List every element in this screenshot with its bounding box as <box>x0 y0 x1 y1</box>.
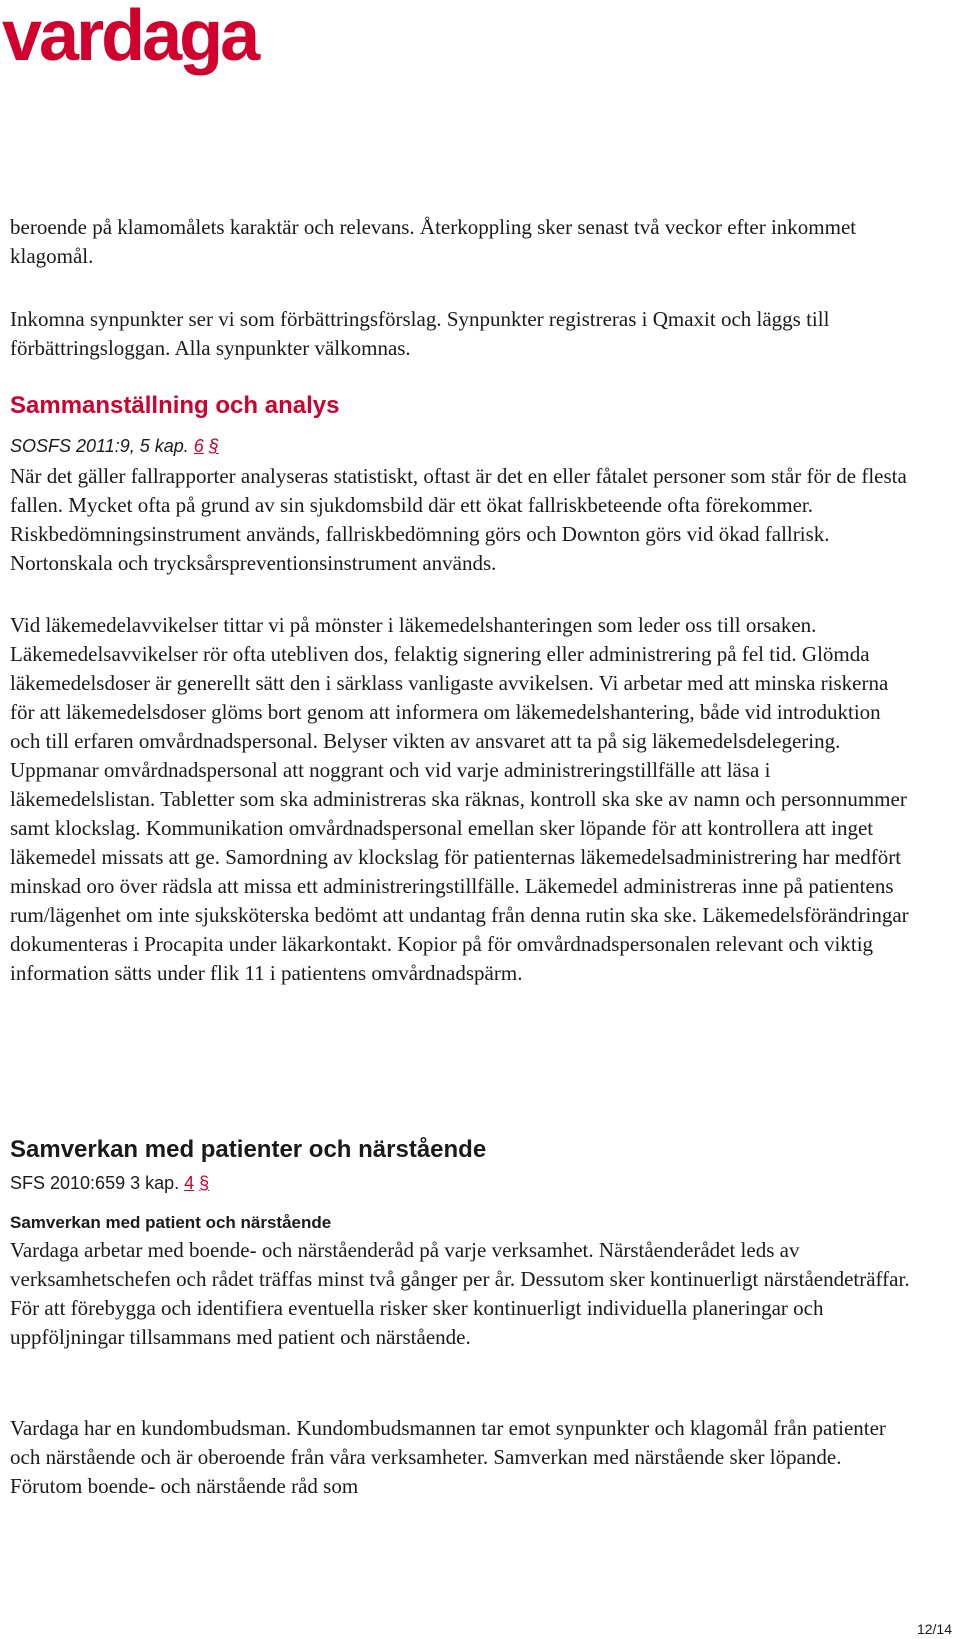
paragraph-fall-reports: När det gäller fallrapporter analyseras statistiskt, oftast är det en eller fåtalet personer som står för de flesta fallen. Mycket ofta på grund av sin sjukdomsbild där ett ökat fallriskbeteende ofta förekommer. Riskbedömningsinstrument används, fallriskbedömning görs och Downton görs vid ökad fallrisk. Nortonskala och trycksårspreventionsinstrument används. <box>10 464 907 575</box>
paragraph-ombudsman: Vardaga har en kundombudsman. Kundombudsmannen tar emot synpunkter och klagomål från patienter och närstående och är oberoende från våra verksamheter. Samverkan med närstående sker löpande. Förutom boende- och närstående råd som <box>10 1416 886 1498</box>
legal-reference-link[interactable]: 4 <box>184 1173 195 1193</box>
section-heading-cooperation: Samverkan med patienter och närstående <box>10 1136 487 1163</box>
paragraph-symbol-icon[interactable]: § <box>199 1173 210 1193</box>
legal-reference-link[interactable]: 6 <box>193 436 204 456</box>
logo-text: vardaga <box>2 0 258 76</box>
legal-reference-text: SFS 2010:659 3 kap. <box>10 1173 185 1193</box>
page-number: 12/14 <box>916 1621 952 1637</box>
legal-reference <box>10 436 219 457</box>
legal-reference-text: SOSFS 2011:9, 5 kap. <box>10 436 194 456</box>
legal-reference <box>10 1173 209 1194</box>
paragraph-councils: Vardaga arbetar med boende- och närståenderåd på varje verksamhet. Närståenderådet leds av verksamhetschefen och rådet träffas minst två gånger per år. Dessutom sker kontinuerligt närståendeträffar. För att förebygga och identifiera eventuella risker sker kontinuerligt individuella planeringar och uppföljningar tillsammans med patient och närstående. <box>10 1238 910 1349</box>
paragraph-suggestions: Inkomna synpunkter ser vi som förbättringsförslag. Synpunkter registreras i Qmaxit och läggs till förbättringsloggan. Alla synpunkter välkomnas. <box>10 307 830 360</box>
paragraph-symbol-icon[interactable]: § <box>208 436 219 456</box>
vardaga-logo <box>0 0 300 90</box>
paragraph-medication-deviations: Vid läkemedelavvikelser tittar vi på mönster i läkemedelshanteringen som leder oss till orsaken. Läkemedelsavvikelser rör ofta utebliven dos, felaktig signering eller administrering på fel tid. Glömda läkemedelsdoser är generellt sätt den i särklass vanligaste avvikelsen. Vi arbetar med att minska riskerna för att läkemedelsdoser glöms bort genom att informera om läkemedelshantering, både vid introduktion och till erfaren omvårdnadspersonal. Belyser vikten av ansvaret att ta på sig läkemedelsdelegering. Uppmanar omvårdnadspersonal att noggrant och vid varje administreringstillfälle att läsa i läkemedelslistan. Tabletter som ska administreras ska räknas, kontroll ska ske av namn och personnummer samt klockslag. Kommunikation omvårdnadspersonal emellan sker löpande för att kontrollera att inget läkemedel missats att ge. Samordning av klockslag för patienternas läkemedelsadministrering har medfört minskad oro över rädsla att missa ett administreringstillfälle. Läkemedel administreras inne på patientens rum/lägenhet om inte sjuksköterska bedömt att undantag från denna rutin ska ske. Läkemedelsförändringar dokumenteras i Procapita under läkarkontakt. Kopior på för omvårdnadspersonalen relevant och viktig information sätts under flik 11 i patientens omvårdnadspärm. <box>10 613 909 985</box>
section-heading-analysis: Sammanställning och analys <box>10 392 340 419</box>
paragraph-complaint-feedback: beroende på klamomålets karaktär och relevans. Återkoppling sker senast två veckor efter inkommet klagomål. <box>10 215 857 268</box>
subheading-patient-cooperation: Samverkan med patient och närstående <box>10 1213 332 1232</box>
